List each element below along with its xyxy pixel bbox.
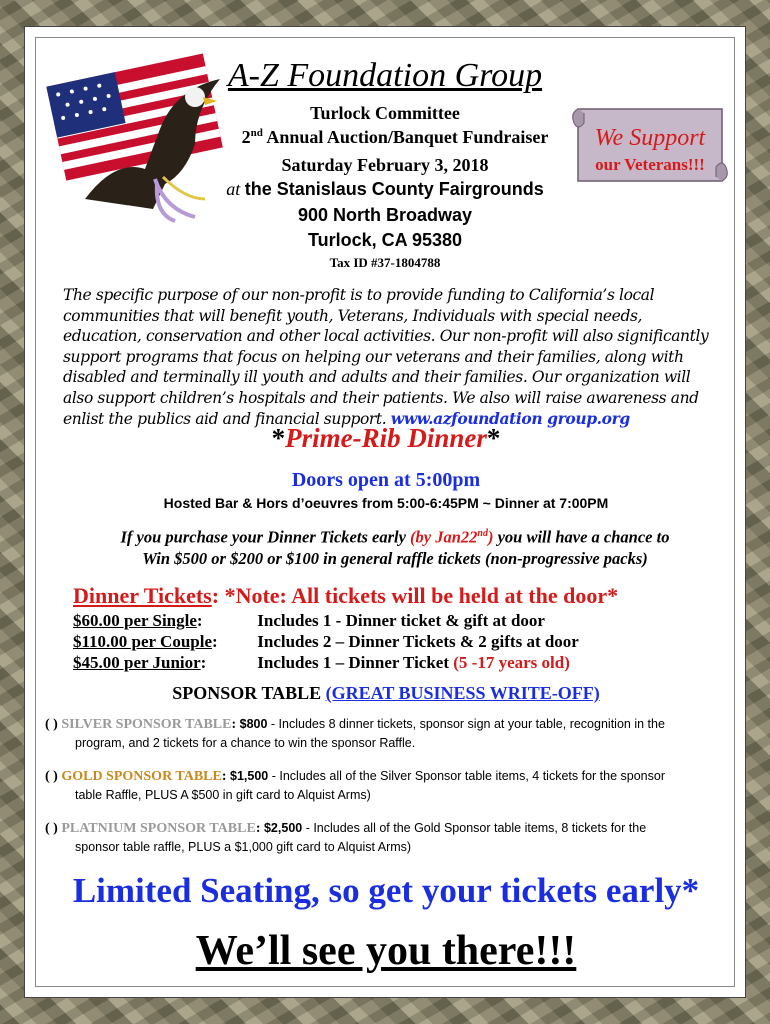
sponsor-desc-line1: - Includes 8 dinner tickets, sponsor sign at your table, recognition in the <box>267 717 665 731</box>
tickets-heading <box>73 583 618 609</box>
early-red-end: ) <box>487 527 494 547</box>
committee-line: Turlock Committee <box>310 103 460 123</box>
sponsor-price: $800 <box>239 717 268 731</box>
ticket-extra: (5 -17 years old) <box>453 653 570 672</box>
ticket-price <box>73 632 253 652</box>
ticket-price <box>73 611 253 631</box>
tickets-note: : *Note: All tickets will be held at the door* <box>211 583 619 608</box>
venue-city: Turlock, CA 95380 <box>307 230 463 250</box>
early-purchase-line1 <box>65 523 725 548</box>
event-date: Saturday February 3, 2018 <box>281 155 489 175</box>
sponsor-price: $2,500 <box>263 821 303 835</box>
early-sup: nd <box>477 528 488 539</box>
limited-seating: Limited Seating, so get your tickets early* <box>72 871 700 910</box>
early-b: you will have a chance to <box>493 527 670 547</box>
ticket-row <box>73 653 570 673</box>
early-a: If you purchase your Dinner Tickets early <box>120 527 411 547</box>
sponsor-desc-line1: - Includes all of the Gold Sponsor table items, 8 tickets for the <box>302 821 647 835</box>
hosted-bar: Hosted Bar & Hors d’oeuvres from 5:00-6:45PM ~ Dinner at 7:00PM <box>163 495 609 511</box>
ticket-row <box>73 611 545 631</box>
sponsor-checkbox[interactable]: ( ) <box>45 821 62 836</box>
sponsor-item-platinum <box>45 819 735 856</box>
ticket-row <box>73 632 579 652</box>
ticket-colon: : <box>200 653 207 672</box>
ticket-price-text: $110.00 per Couple <box>73 632 213 651</box>
website-link[interactable]: www.azfoundation group.org <box>390 408 630 428</box>
early-red: (by Jan22 <box>410 527 478 547</box>
sponsor-line <box>45 819 735 838</box>
sponsor-item-gold <box>45 767 735 804</box>
sponsor-item-silver <box>45 715 735 752</box>
sponsor-desc-line1: - Includes all of the Silver Sponsor table items, 4 tickets for the sponsor <box>268 769 665 783</box>
star-right: * <box>486 423 501 453</box>
sponsor-price: $1,500 <box>230 769 269 783</box>
page-title: A-Z Foundation Group <box>227 57 543 94</box>
sponsor-line <box>45 715 735 734</box>
flyer-page <box>24 26 746 998</box>
purpose-text: The specific purpose of our non-profit is to provide funding to California’s local communities that will benefit youth, Veterans, Individuals with special needs, education, conservation and other local activities. Our non-profit will also significantly support programs that focus on helping our veterans and their families, along with disabled and terminally ill youth and adults and their families. Our organization will also support children’s hospitals and their patients. We also will raise awareness and enlist the publics aid and financial support. <box>63 286 709 428</box>
venue-address: 900 North Broadway <box>297 205 473 225</box>
sponsor-checkbox[interactable]: ( ) <box>45 717 62 732</box>
venue-at: at <box>226 179 241 199</box>
sponsor-heading <box>25 683 747 704</box>
banner-line2: our Veterans!!! <box>595 155 705 174</box>
sponsor-head-text: SPONSOR TABLE <box>172 683 326 703</box>
sponsor-colon: : <box>221 769 231 784</box>
dinner-title-text: Prime-Rib Dinner <box>285 423 487 453</box>
sponsor-head-link: (GREAT BUSINESS WRITE-OFF) <box>325 683 600 703</box>
sponsor-colon: : <box>255 821 264 836</box>
sponsor-name: PLATNIUM SPONSOR TABLE <box>61 821 256 836</box>
ticket-desc: Includes 2 – Dinner Tickets & 2 gifts at door <box>257 632 579 651</box>
ticket-colon: : <box>196 611 203 630</box>
sponsor-desc-line2: program, and 2 tickets for a chance to win the sponsor Raffle. <box>75 736 416 750</box>
tax-id: Tax ID #37-1804788 <box>329 255 441 270</box>
early-purchase-line2: Win $500 or $200 or $100 in general raffle tickets (non-progressive packs) <box>142 548 648 568</box>
early-purchase <box>65 523 725 569</box>
annual-number: 2 <box>241 127 251 147</box>
dinner-title <box>25 423 747 454</box>
ticket-price-text: $45.00 per Junior <box>73 653 201 672</box>
sponsor-name: SILVER SPONSOR TABLE <box>61 717 232 732</box>
sponsor-checkbox[interactable]: ( ) <box>45 769 62 784</box>
annual-text: Annual Auction/Banquet Fundraiser <box>262 127 549 147</box>
doors-open: Doors open at 5:00pm <box>291 469 481 491</box>
sponsor-colon: : <box>231 717 240 732</box>
ticket-price <box>73 653 253 673</box>
see-you-there: We’ll see you there!!! <box>195 928 577 974</box>
star-left: * <box>271 423 286 453</box>
purpose-paragraph <box>63 285 723 429</box>
annual-sup: nd <box>250 127 263 139</box>
eagle-flag-icon <box>45 49 225 227</box>
banner-line1: We Support <box>594 125 706 151</box>
sponsor-desc-line2: table Raffle, PLUS A $500 in gift card to Alquist Arms) <box>75 788 371 802</box>
sponsor-desc-line2: sponsor table raffle, PLUS a $1,000 gift card to Alquist Arms) <box>75 840 412 854</box>
sponsor-line <box>45 767 735 786</box>
sponsor-name: GOLD SPONSOR TABLE <box>61 769 222 784</box>
venue-name: the Stanislaus County Fairgrounds <box>244 179 544 199</box>
ticket-colon: : <box>212 632 218 651</box>
ticket-desc: Includes 1 – Dinner Ticket <box>257 653 454 672</box>
annual-line <box>215 127 575 148</box>
tickets-label: Dinner Tickets <box>73 583 212 608</box>
ticket-price-text: $60.00 per Single <box>73 611 197 630</box>
venue-line <box>185 179 585 200</box>
ticket-desc: Includes 1 - Dinner ticket & gift at door <box>257 611 545 630</box>
